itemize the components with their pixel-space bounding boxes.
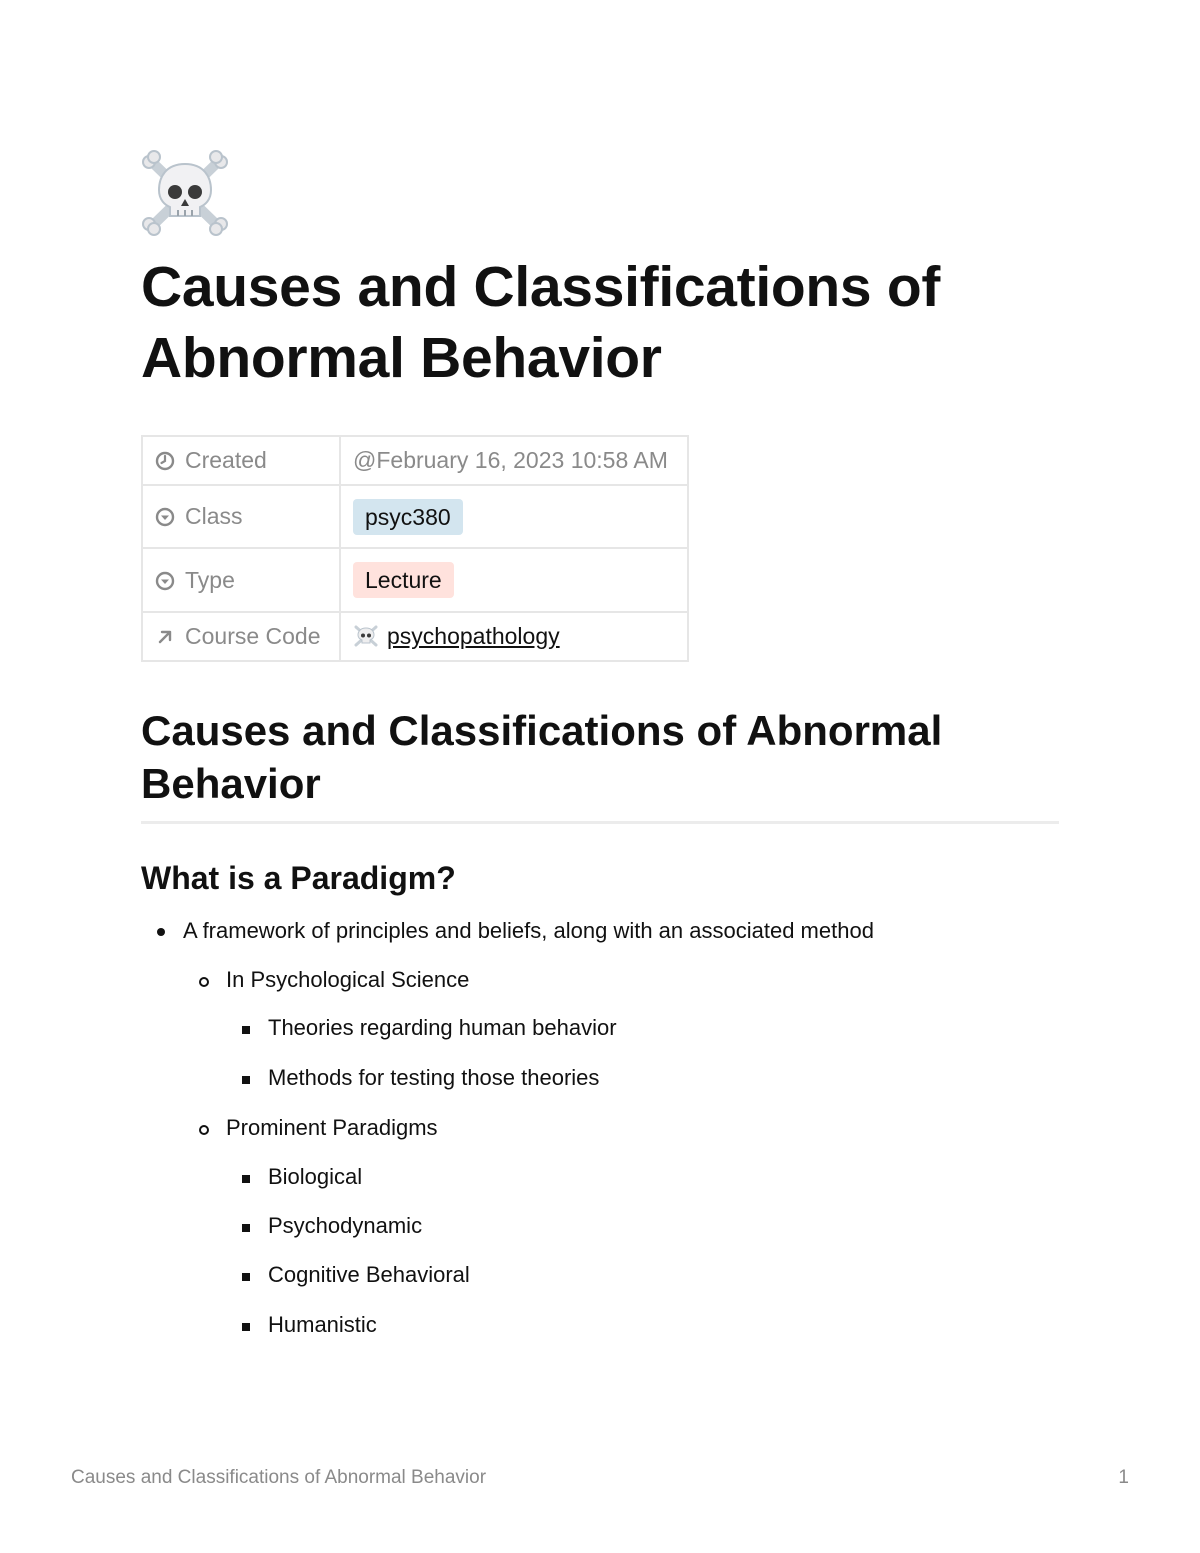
property-value-type[interactable] <box>340 548 688 612</box>
list-item: Psychodynamic <box>268 1213 423 1238</box>
property-label: Type <box>185 566 235 593</box>
page-title: Causes and Classifications of Abnormal Behavior <box>141 255 941 390</box>
property-label: Class <box>185 503 243 529</box>
list-item: Prominent Paradigms <box>226 1115 438 1140</box>
clock-icon <box>155 451 175 471</box>
property-key <box>142 612 340 661</box>
page-number: 1 <box>1118 1467 1129 1488</box>
list-item: Cognitive Behavioral <box>268 1262 470 1287</box>
bullet-square-icon <box>242 1273 250 1281</box>
skull-and-crossbones-icon <box>353 624 379 648</box>
bullet-circle-icon <box>199 977 209 987</box>
list-item: Theories regarding human behavior <box>268 1015 617 1040</box>
course-code-link[interactable]: psychopathology <box>387 623 560 649</box>
property-value-course-code[interactable] <box>340 612 688 661</box>
property-key <box>142 436 340 485</box>
property-label: Course Code <box>185 623 321 649</box>
sub-heading: What is a Paradigm? <box>141 860 456 896</box>
bullet-circle-icon <box>199 1125 209 1135</box>
skull-and-crossbones-icon <box>140 150 230 236</box>
bullet-square-icon <box>242 1175 250 1183</box>
property-key <box>142 485 340 548</box>
property-value-created[interactable]: @February 16, 2023 10:58 AM <box>340 436 688 485</box>
property-row-course-code <box>142 612 688 661</box>
class-tag[interactable]: psyc380 <box>353 499 463 535</box>
bullet-square-icon <box>242 1026 250 1034</box>
relation-arrow-icon <box>155 627 175 647</box>
properties-table <box>141 435 689 662</box>
heading-divider <box>141 821 1059 824</box>
bullet-square-icon <box>242 1224 250 1232</box>
bullet-square-icon <box>242 1076 250 1084</box>
list-item: Methods for testing those theories <box>268 1065 600 1090</box>
select-icon <box>155 507 175 527</box>
property-key <box>142 548 340 612</box>
type-tag[interactable]: Lecture <box>353 562 454 598</box>
property-label: Created <box>185 447 267 473</box>
list-item: Biological <box>268 1164 363 1189</box>
footer-title: Causes and Classifications of Abnormal Behavior <box>71 1467 487 1488</box>
property-row-type <box>142 548 688 612</box>
list-item: Humanistic <box>268 1312 377 1337</box>
list-item: A framework of principles and beliefs, along with an associated method <box>183 918 874 943</box>
property-row-class <box>142 485 688 548</box>
list-item: In Psychological Science <box>226 967 470 992</box>
bullet-square-icon <box>242 1323 250 1331</box>
property-row-created <box>142 436 688 485</box>
select-icon <box>155 571 175 591</box>
property-value-class[interactable] <box>340 485 688 548</box>
section-heading: Causes and Classifications of Abnormal Behavior <box>141 707 943 807</box>
bullet-disc-icon <box>157 928 165 936</box>
